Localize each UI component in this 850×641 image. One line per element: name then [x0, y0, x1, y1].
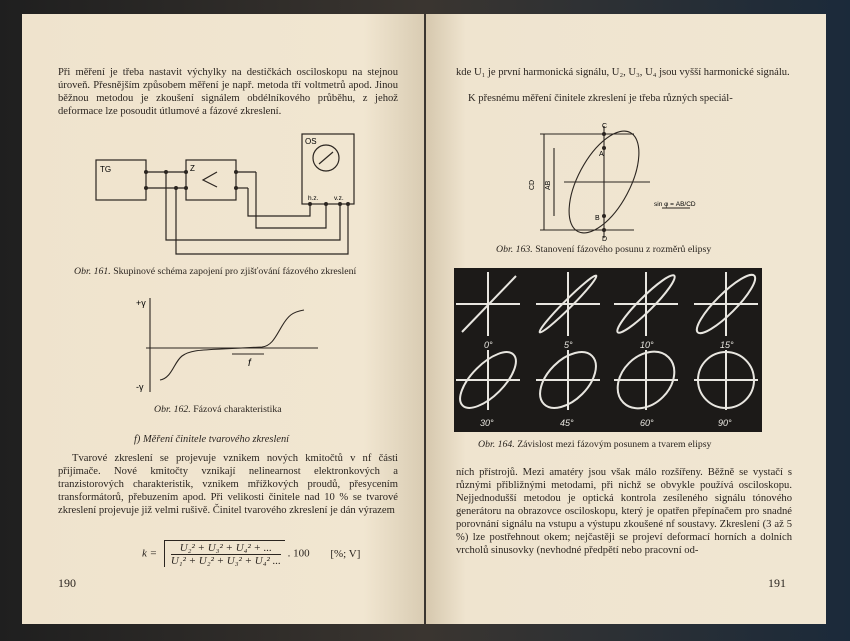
- left-paragraph-2: Tvarové zkreslení se projevuje vznikem nových kmitočtů v nf části přijímače. Nové kmitočty vznikají nelinearnost elektronkových a tranzistorových charakteristik, vznikem mřížkových proudů, přesycením transformátorů, přebuzením apod. Při velikosti činitele nad 10 % se tvarové zkreslení projevuje již velmi rušivě. Činitel tvarového zkreslení je dán výrazem: [58, 453, 398, 516]
- figure-163-caption: Obr. 163. Stanovení fázového posunu z rozměrů elipsy: [496, 244, 712, 255]
- phase-label-5: 5°: [564, 340, 573, 350]
- point-c-label: C: [602, 123, 608, 130]
- formula-numerator: U₂² + U₃² + U₄² + ...: [171, 542, 281, 555]
- figure-162-phase-characteristic: [132, 292, 332, 396]
- phase-label-0: 0°: [484, 340, 493, 350]
- point-d-label: D: [602, 236, 608, 242]
- right-paragraph-1: kde U₁ je první harmonická signálu, U₂, U₃, U₄ jsou vyšší harmonické signálu.: [456, 67, 790, 78]
- section-title: f) Měření činitele tvarového zkreslení: [134, 434, 290, 445]
- phase-label-60: 60°: [640, 418, 654, 428]
- phase-label-15: 15°: [720, 340, 734, 350]
- f-axis-label: f: [248, 358, 251, 369]
- z-label: Z: [190, 164, 195, 173]
- formula-factor: . 100: [287, 547, 310, 560]
- os-label: OS: [305, 137, 317, 146]
- right-page-number: 191: [768, 576, 786, 590]
- figure-161-block-diagram: [90, 132, 390, 256]
- right-paragraph-2: K přesnému měření činitele zkreslení je třeba různých speciál-: [468, 93, 733, 104]
- phase-label-30: 30°: [480, 418, 494, 428]
- y-top-label: +γ: [136, 298, 146, 308]
- figure-164-caption: Obr. 164. Závislost mezi fázovým posunem a tvarem elipsy: [478, 439, 712, 450]
- phase-label-45: 45°: [560, 418, 574, 428]
- y-bottom-label: -γ: [136, 382, 144, 392]
- tg-label: TG: [100, 165, 112, 174]
- vz-label: v.z.: [334, 195, 344, 202]
- left-paragraph-1: Při měření je třeba nastavit výchylky na destičkách osciloskopu na stejnou úroveň. Přesnějším způsobem měření je např. metoda tří voltmetrů apod. Jinou běžnou metodou je zkoušení signálem obdélníkového průběhu, z jehož deformace lze posoudit útlumové a fázové zkreslení.: [58, 67, 398, 117]
- figure-161-caption: Obr. 161. Skupinové schéma zapojení pro zjišťování fázového zkreslení: [74, 266, 357, 277]
- distortion-formula: [142, 540, 360, 567]
- formula-denominator: U₁² + U₂² + U₃² + U₄² ...: [170, 555, 281, 567]
- right-paragraph-3: ních přístrojů. Mezi amatéry jsou však málo rozšířeny. Běžně se vystačí s různými přibližnými metodami, při nichž se obvykle používá osciloskopu. Nejjednodušší metodou je optická kontrola zesíleného signálu tónového generátoru na obrazovce osciloskopu, který je opatřen přepínačem pro snadné porovnání signálu na vstupu a výstupu zkoušené nf soustavy. Zkreslení (3 až 5 %) lze postřehnout okem; nejčastěji se projeví deformací horních a dolních vrcholů sinusovky (nevhodné předpětí nebo pracovní od-: [456, 467, 792, 556]
- point-a-label: A: [599, 151, 604, 158]
- figure-163-ellipse: [520, 110, 770, 242]
- left-page: [22, 14, 424, 624]
- formula-lhs: k =: [142, 547, 158, 560]
- formula-unit: [%; V]: [330, 547, 361, 560]
- figure-162-caption: Obr. 162. Fázová charakteristika: [154, 404, 282, 415]
- cd-dimension-label: CD: [529, 179, 536, 190]
- phase-label-10: 10°: [640, 340, 654, 350]
- phase-label-90: 90°: [718, 418, 732, 428]
- right-page: [426, 14, 826, 624]
- sin-formula-label: sin φ = AB/CD: [654, 201, 696, 208]
- hz-label: h.z.: [308, 195, 319, 202]
- ab-dimension-label: AB: [545, 180, 552, 190]
- figure-164-photo: [454, 268, 762, 432]
- point-b-label: B: [595, 215, 600, 222]
- left-page-number: 190: [58, 576, 76, 590]
